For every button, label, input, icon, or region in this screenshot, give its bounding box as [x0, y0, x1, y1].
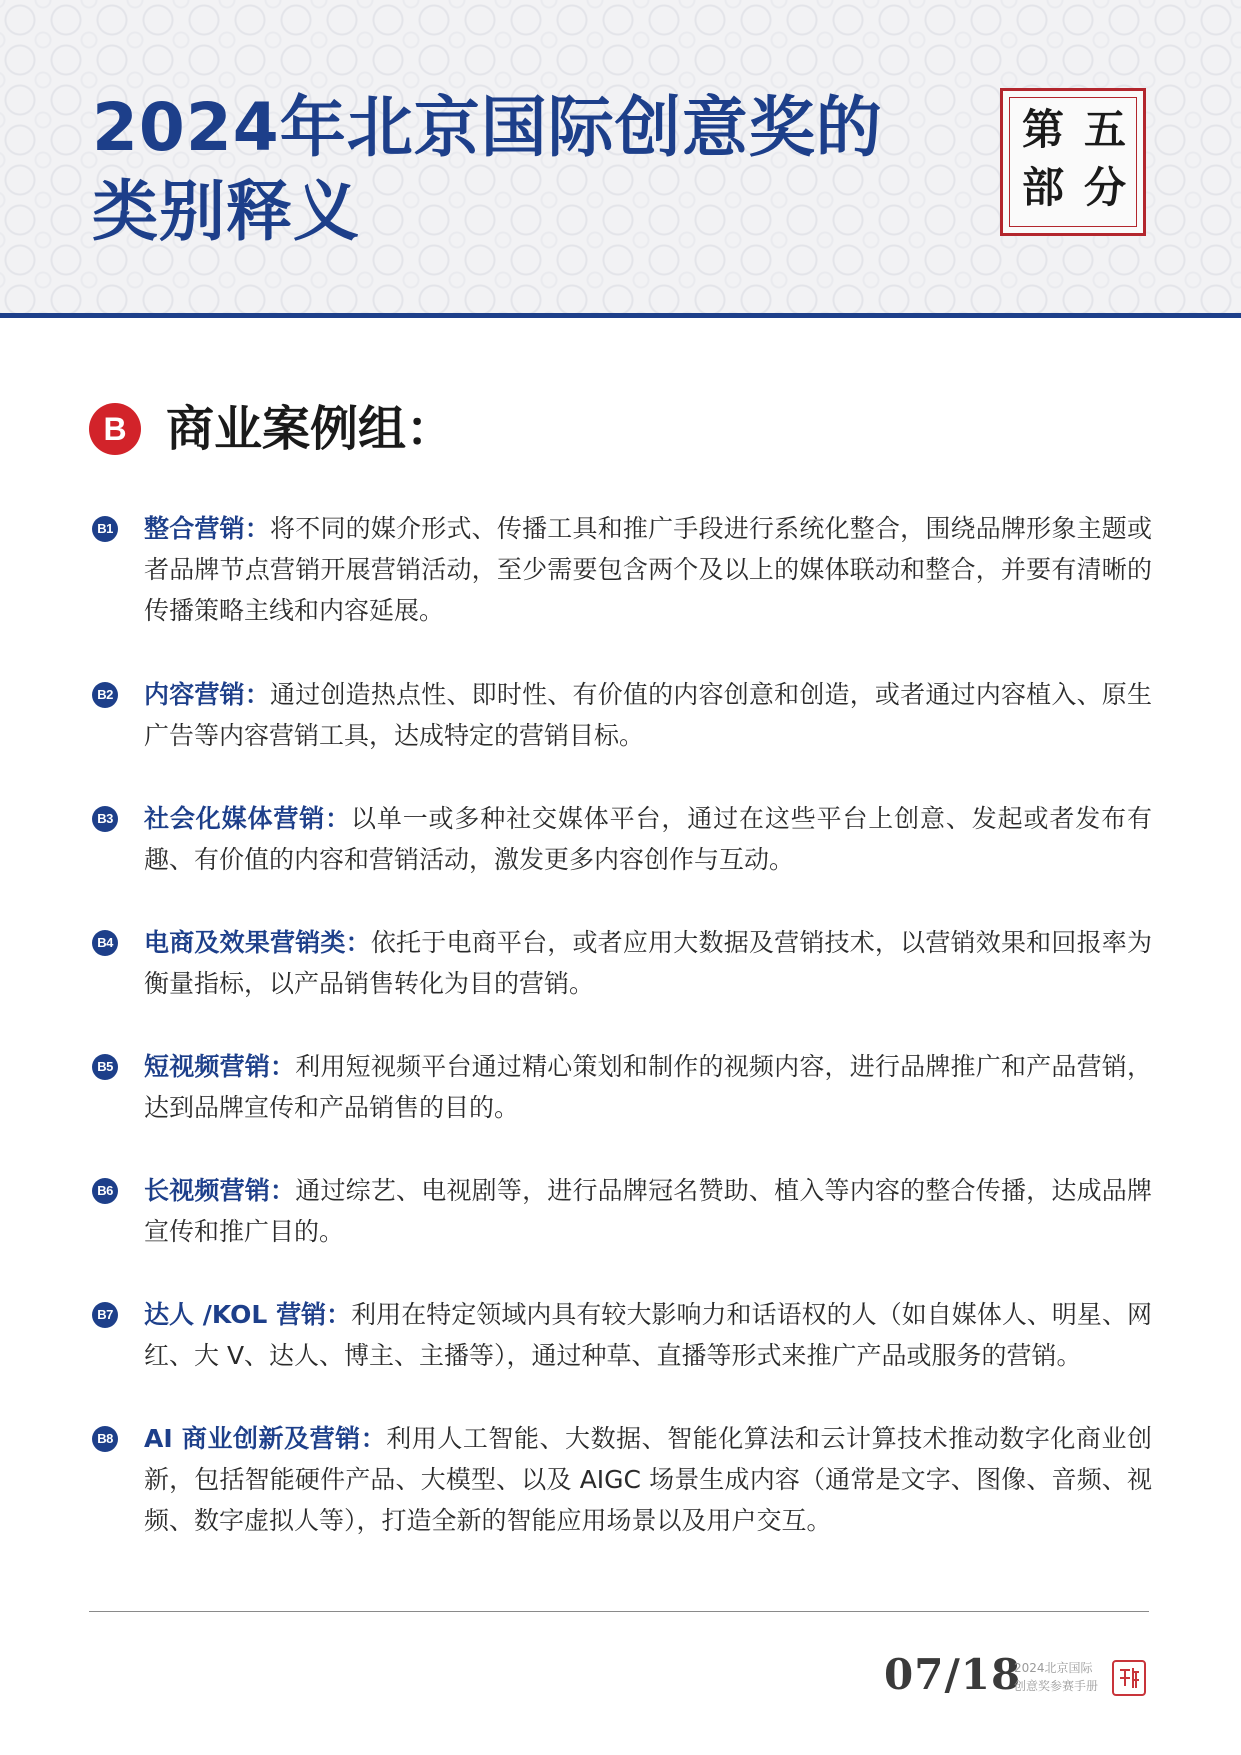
item-badge: B3 [92, 806, 118, 832]
seal-char-2: 五 [1083, 105, 1126, 154]
seal-char-4: 分 [1083, 163, 1126, 212]
section-badge: B [89, 403, 141, 455]
header-divider [0, 313, 1241, 318]
item-label: 内容营销： [144, 680, 271, 709]
item-text [144, 922, 1152, 1004]
page-number: 07/18 [884, 1650, 1022, 1699]
item-badge: B7 [92, 1302, 118, 1328]
footer-caption [1014, 1659, 1104, 1695]
part-seal [1000, 88, 1146, 236]
item-text [144, 1418, 1152, 1541]
item-label: 长视频营销： [144, 1176, 296, 1205]
item-description: 依托于电商平台，或者应用大数据及营销技术，以营销效果和回报率为衡量指标，以产品销售转化为目的营销。 [144, 928, 1152, 998]
footer-caption-line-2: 创意奖参赛手册 [1014, 1679, 1099, 1693]
item-badge: B8 [92, 1426, 118, 1452]
item-text [144, 1046, 1152, 1128]
item-text [144, 508, 1152, 631]
item-text [144, 798, 1152, 880]
brand-logo-icon [1112, 1660, 1146, 1696]
seal-char-1: 第 [1021, 105, 1064, 154]
item-label: 社会化媒体营销： [144, 804, 351, 833]
item-badge: B6 [92, 1178, 118, 1204]
item-badge: B4 [92, 930, 118, 956]
page-title-line-1: 2024年北京国际创意奖的 [92, 89, 883, 166]
item-text [144, 1294, 1152, 1376]
item-label: 整合营销： [144, 514, 271, 543]
item-text [144, 1170, 1152, 1252]
item-label: 达人 /KOL 营销： [144, 1300, 352, 1329]
footer-divider [89, 1611, 1149, 1612]
item-label: 短视频营销： [144, 1052, 296, 1081]
item-description: 将不同的媒介形式、传播工具和推广手段进行系统化整合，围绕品牌形象主题或者品牌节点营销开展营销活动，至少需要包含两个及以上的媒体联动和整合，并要有清晰的传播策略主线和内容延展。 [144, 514, 1152, 625]
item-description: 以单一或多种社交媒体平台，通过在这些平台上创意、发起或者发布有趣、有价值的内容和营销活动，激发更多内容创作与互动。 [144, 804, 1152, 874]
item-label: AI 商业创新及营销： [144, 1424, 387, 1453]
item-description: 利用人工智能、大数据、智能化算法和云计算技术推动数字化商业创新，包括智能硬件产品、大模型、以及 AIGC 场景生成内容（通常是文字、图像、音频、视频、数字虚拟人等），打造全新的智能应用场景以及用户交互。 [144, 1424, 1152, 1535]
item-description: 通过综艺、电视剧等，进行品牌冠名赞助、植入等内容的整合传播，达成品牌宣传和推广目的。 [144, 1176, 1152, 1246]
footer-caption-line-1: 2024北京国际 [1014, 1661, 1093, 1675]
section-title: 商业案例组： [166, 401, 455, 457]
item-label: 电商及效果营销类： [144, 928, 371, 957]
item-text [144, 674, 1152, 756]
item-badge: B2 [92, 682, 118, 708]
seal-char-3: 部 [1021, 163, 1064, 212]
item-badge: B5 [92, 1054, 118, 1080]
brand-logo-mark [1114, 1662, 1144, 1694]
item-description: 通过创造热点性、即时性、有价值的内容创意和创造，或者通过内容植入、原生广告等内容营销工具，达成特定的营销目标。 [144, 680, 1152, 750]
item-description: 利用短视频平台通过精心策划和制作的视频内容，进行品牌推广和产品营销，达到品牌宣传和产品销售的目的。 [144, 1052, 1152, 1122]
page-title [92, 86, 883, 254]
page-title-line-2: 类别释义 [92, 173, 360, 250]
item-description: 利用在特定领域内具有较大影响力和话语权的人（如自媒体人、明星、网红、大 V、达人、博主、主播等），通过种草、直播等形式来推广产品或服务的营销。 [144, 1300, 1152, 1370]
item-badge: B1 [92, 516, 118, 542]
